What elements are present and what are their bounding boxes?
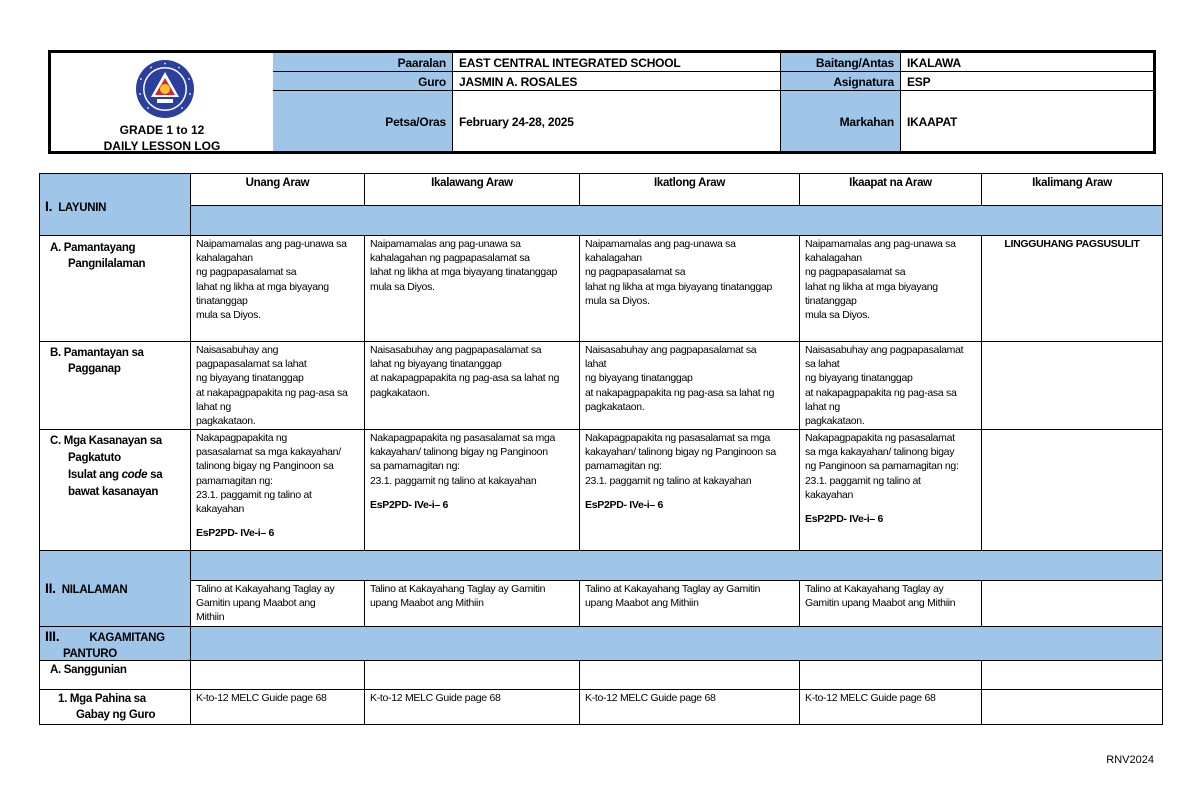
competency-code: EsP2PD- IVe-i– 6 [585, 498, 664, 511]
header-table [48, 50, 1156, 154]
row-label-pamantayang-pangnilalaman [39, 235, 191, 342]
baitang-value: IKALAWA [901, 53, 1153, 72]
baitang-label: Baitang/Antas [781, 53, 901, 72]
petsa-value: February 24-28, 2025 [453, 91, 781, 151]
competency-code: EsP2PD- IVe-i– 6 [805, 513, 884, 526]
section-layunin [39, 173, 191, 236]
row-label-line-1: B. Pamantayan sa [50, 347, 144, 359]
row-label-line-4: bawat kasanayan [68, 486, 159, 498]
cell-a-day2: Naipamamalas ang pag-unawa sa kahalagahan ng pagpapasalamat sa lahat ng likha at mga biyayang tinatanggap mula sa Diyos. [364, 235, 580, 342]
cell-a-day3: Naipamamalas ang pag-unawa sa kahalagahan ng pagpapasalamat sa lahat ng likha at mga biyayang tinatanggap mula sa Diyos. [579, 235, 800, 342]
markahan-value: IKAAPAT [901, 91, 1153, 151]
row-label-line-1: C. Mga Kasanayan sa [50, 435, 162, 447]
cell-nilalaman-day4: Talino at Kakayahang Taglay ay Gamitin upang Maabot ang Mithiin [799, 580, 982, 627]
section-number: III. [45, 628, 60, 644]
cell-sanggunian-day4 [799, 660, 982, 690]
cell-nilalaman-day3: Talino at Kakayahang Taglay ay Gamitin upang Maabot ang Mithiin [579, 580, 800, 627]
cell-pahina-day1: K-to-12 MELC Guide page 68 [190, 689, 365, 725]
cell-b-day5 [981, 341, 1163, 430]
layunin-band [190, 205, 1163, 236]
deped-seal-icon [135, 59, 195, 119]
section-label: KAGAMITANG [89, 632, 165, 644]
row-label-line-1: 1. Mga Pahina sa [58, 693, 146, 705]
section-label: NILALAMAN [61, 584, 128, 596]
cell-pahina-day2: K-to-12 MELC Guide page 68 [364, 689, 580, 725]
logo-cell [51, 53, 274, 151]
cell-sanggunian-day2 [364, 660, 580, 690]
cell-nilalaman-day5 [981, 580, 1163, 627]
guro-label: Guro [273, 72, 453, 91]
label-part: sa [147, 469, 163, 481]
competency-text: Nakapagpapakita ng pasasalamat sa mga kakayahan/ talinong bigay ng Panginoon sa pamamagitan ng: 23.1. paggamit ng talino at kakayahan [370, 432, 556, 487]
document-title: DAILY LESSON LOG [103, 139, 221, 153]
section-number: I. [45, 198, 53, 214]
row-label-sanggunian: A. Sanggunian [39, 660, 191, 690]
paaralan-label: Paaralan [273, 53, 453, 72]
day-header-4: Ikaapat na Araw [799, 173, 982, 206]
row-label-line-2: Gabay ng Guro [76, 709, 156, 721]
cell-sanggunian-day3 [579, 660, 800, 690]
row-label-line-2: Pangnilalaman [68, 258, 146, 270]
cell-b-day1: Naisasabuhay ang pagpapasalamat sa lahat ng biyayang tinatanggap at nakapagpapakita ng pag-asa sa lahat ng pagkakataon. [190, 341, 365, 430]
day-header-1: Unang Araw [190, 173, 365, 206]
cell-b-day4: Naisasabuhay ang pagpapasalamat sa lahat ng biyayang tinatanggap at nakapagpapakita ng pag-asa sa lahat ng pagkakataon. [799, 341, 982, 430]
asignatura-label: Asignatura [781, 72, 901, 91]
competency-code: EsP2PD- IVe-i– 6 [196, 527, 275, 540]
cell-a-day4: Naipamamalas ang pag-unawa sa kahalagahan ng pagpapasalamat sa lahat ng likha at mga biyayang tinatanggap mula sa Diyos. [799, 235, 982, 342]
section-nilalaman [39, 550, 191, 627]
cell-pahina-day4: K-to-12 MELC Guide page 68 [799, 689, 982, 725]
cell-nilalaman-day1: Talino at Kakayahang Taglay ay Gamitin upang Maabot ang Mithiin [190, 580, 365, 627]
section-kagamitang-panturo [39, 626, 191, 661]
cell-pahina-day5 [981, 689, 1163, 725]
competency-code: EsP2PD- IVe-i– 6 [370, 498, 449, 511]
paaralan-value: EAST CENTRAL INTEGRATED SCHOOL [453, 53, 781, 72]
row-label-mga-kasanayan-sa-pagkatuto [39, 429, 191, 551]
label-code-italic: code [121, 469, 148, 481]
row-label-line-2: Pagkatuto [68, 452, 121, 464]
competency-text: Nakapagpapakita ng pasasalamat sa mga kakayahan/ talinong bigay ng Panginoon sa pamamagitan ng: 23.1. paggamit ng talino at kakayahan [196, 432, 341, 516]
kagamitan-band [190, 626, 1163, 661]
cell-pahina-day3: K-to-12 MELC Guide page 68 [579, 689, 800, 725]
guro-value: JASMIN A. ROSALES [453, 72, 781, 91]
cell-c-day1 [190, 429, 365, 551]
cell-a-day5-lingguhang-pagsusulit: LINGGUHANG PAGSUSULIT [981, 235, 1163, 342]
row-label-pamantayan-sa-pagganap [39, 341, 191, 430]
cell-nilalaman-day2: Talino at Kakayahang Taglay ay Gamitin upang Maabot ang Mithiin [364, 580, 580, 627]
cell-c-day4 [799, 429, 982, 551]
petsa-label: Petsa/Oras [273, 91, 453, 151]
section-label: LAYUNIN [58, 202, 107, 214]
row-label-line-1: A. Pamantayang [50, 242, 136, 254]
cell-b-day2: Naisasabuhay ang pagpapasalamat sa lahat ng biyayang tinatanggap at nakapagpapakita ng pag-asa sa lahat ng pagkakataon. [364, 341, 580, 430]
section-label-2: PANTURO [63, 648, 117, 660]
competency-text: Nakapagpapakita ng pasasalamat sa mga kakayahan/ talinong bigay ng Panginoon sa pamamagitan ng: 23.1. paggamit ng talino at kakayahan [805, 432, 959, 501]
section-number: II. [45, 580, 56, 596]
day-header-5: Ikalimang Araw [981, 173, 1163, 206]
cell-c-day5 [981, 429, 1163, 551]
nilalaman-band [190, 550, 1163, 581]
row-label-line-3 [50, 467, 185, 484]
cell-sanggunian-day5 [981, 660, 1163, 690]
day-header-3: Ikatlong Araw [579, 173, 800, 206]
label-part: Isulat ang [68, 469, 122, 481]
cell-c-day3 [579, 429, 800, 551]
markahan-label: Markahan [781, 91, 901, 151]
row-label-line-2: Pagganap [68, 363, 121, 375]
grade-range: GRADE 1 to 12 [119, 123, 205, 137]
cell-a-day1: Naipamamalas ang pag-unawa sa kahalagahan ng pagpapasalamat sa lahat ng likha at mga biyayang tinatanggap mula sa Diyos. [190, 235, 365, 342]
cell-c-day2 [364, 429, 580, 551]
competency-text: Nakapagpapakita ng pasasalamat sa mga kakayahan/ talinong bigay ng Panginoon sa pamamagitan ng: 23.1. paggamit ng talino at kakayahan [585, 432, 776, 487]
cell-sanggunian-day1 [190, 660, 365, 690]
row-label-mga-pahina [39, 689, 191, 725]
day-header-2: Ikalawang Araw [364, 173, 580, 206]
cell-b-day3: Naisasabuhay ang pagpapasalamat sa lahat ng biyayang tinatanggap at nakapagpapakita ng pag-asa sa lahat ng pagkakataon. [579, 341, 800, 430]
lesson-log-table [39, 173, 1163, 725]
footer-code: RNV2024 [1106, 754, 1154, 766]
asignatura-value: ESP [901, 72, 1153, 91]
